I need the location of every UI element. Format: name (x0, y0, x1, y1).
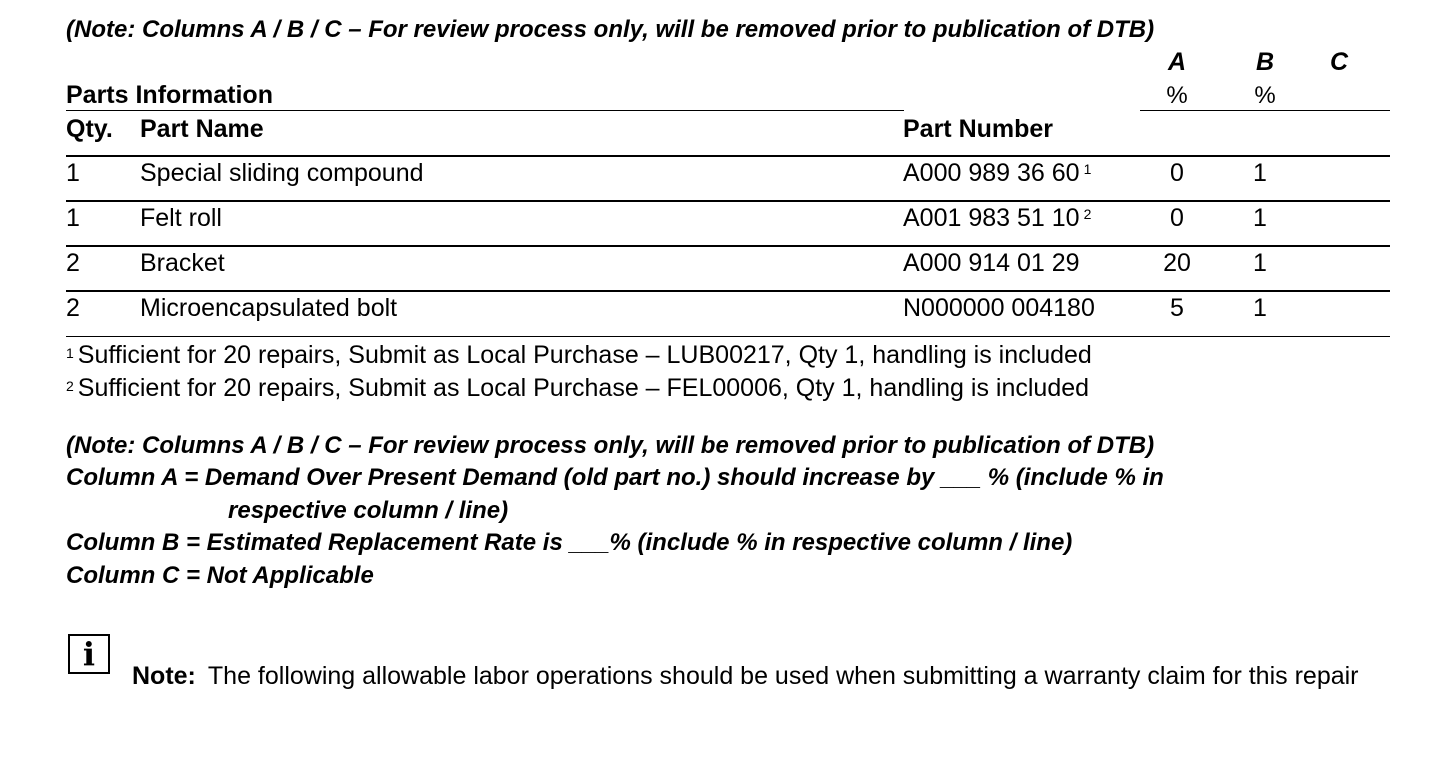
column-c-header: C (1329, 48, 1349, 76)
footnote-mark: 2 (66, 378, 74, 394)
column-a-cell: 20 (1163, 249, 1191, 277)
qty-cell: 1 (66, 204, 80, 232)
part-number-value: A000 989 36 60 (903, 159, 1080, 187)
rule-under-title (66, 110, 904, 111)
part-name-cell: Special sliding compound (140, 159, 424, 187)
column-a-legend: Column A = Demand Over Present Demand (old part no.) should increase by ___ % (include % in (66, 464, 1164, 491)
column-b-cell: 1 (1253, 159, 1267, 187)
footnote (66, 339, 1092, 371)
column-b-cell: 1 (1253, 204, 1267, 232)
review-note-top: (Note: Columns A / B / C – For review process only, will be removed prior to publication of DTB) (66, 16, 1155, 43)
column-b-legend: Column B = Estimated Replacement Rate is ___% (include % in respective column / line) (66, 529, 1073, 556)
rule-under-title-right (1140, 110, 1390, 111)
part-number-cell (903, 157, 1091, 189)
column-a-percent: % (1166, 82, 1188, 109)
qty-cell: 1 (66, 159, 80, 187)
part-name-cell: Microencapsulated bolt (140, 294, 398, 322)
info-icon: i (68, 634, 110, 674)
column-a-legend-cont: respective column / line) (228, 497, 509, 524)
qty-header: Qty. (66, 115, 113, 143)
footnote-text: Sufficient for 20 repairs, Submit as Local Purchase – FEL00006, Qty 1, handling is included (77, 374, 1090, 402)
part-name-header: Part Name (140, 115, 264, 143)
column-b-header: B (1255, 48, 1275, 76)
qty-cell: 2 (66, 249, 80, 277)
column-a-cell: 0 (1170, 204, 1184, 232)
footnote-ref: 2 (1083, 206, 1092, 222)
column-c-legend: Column C = Not Applicable (66, 562, 374, 589)
info-note (66, 660, 1386, 692)
part-number-cell (903, 202, 1091, 234)
part-number-cell: N000000 004180 (903, 294, 1095, 322)
note-text: The following allowable labor operations should be used when submitting a warranty claim for this repair (207, 662, 1359, 690)
footnote (66, 372, 1089, 404)
column-a-header: A (1167, 48, 1187, 76)
part-number-header: Part Number (903, 115, 1054, 143)
column-b-cell: 1 (1253, 249, 1267, 277)
part-number-value: A001 983 51 10 (903, 204, 1080, 232)
column-b-percent: % (1254, 82, 1276, 109)
footnote-ref: 1 (1083, 161, 1092, 177)
part-number-cell: A000 914 01 29 (903, 249, 1080, 277)
note-label: Note: (132, 662, 196, 690)
qty-cell: 2 (66, 294, 80, 322)
column-a-cell: 5 (1170, 294, 1184, 322)
table-bottom-rule (66, 336, 1390, 337)
review-note-bottom: (Note: Columns A / B / C – For review process only, will be removed prior to publication of DTB) (66, 432, 1155, 459)
column-b-cell: 1 (1253, 294, 1267, 322)
footnote-text: Sufficient for 20 repairs, Submit as Local Purchase – LUB00217, Qty 1, handling is included (77, 341, 1092, 369)
part-name-cell: Felt roll (140, 204, 222, 232)
section-title: Parts Information (66, 81, 273, 109)
column-a-cell: 0 (1170, 159, 1184, 187)
footnote-mark: 1 (66, 345, 74, 361)
part-name-cell: Bracket (140, 249, 225, 277)
